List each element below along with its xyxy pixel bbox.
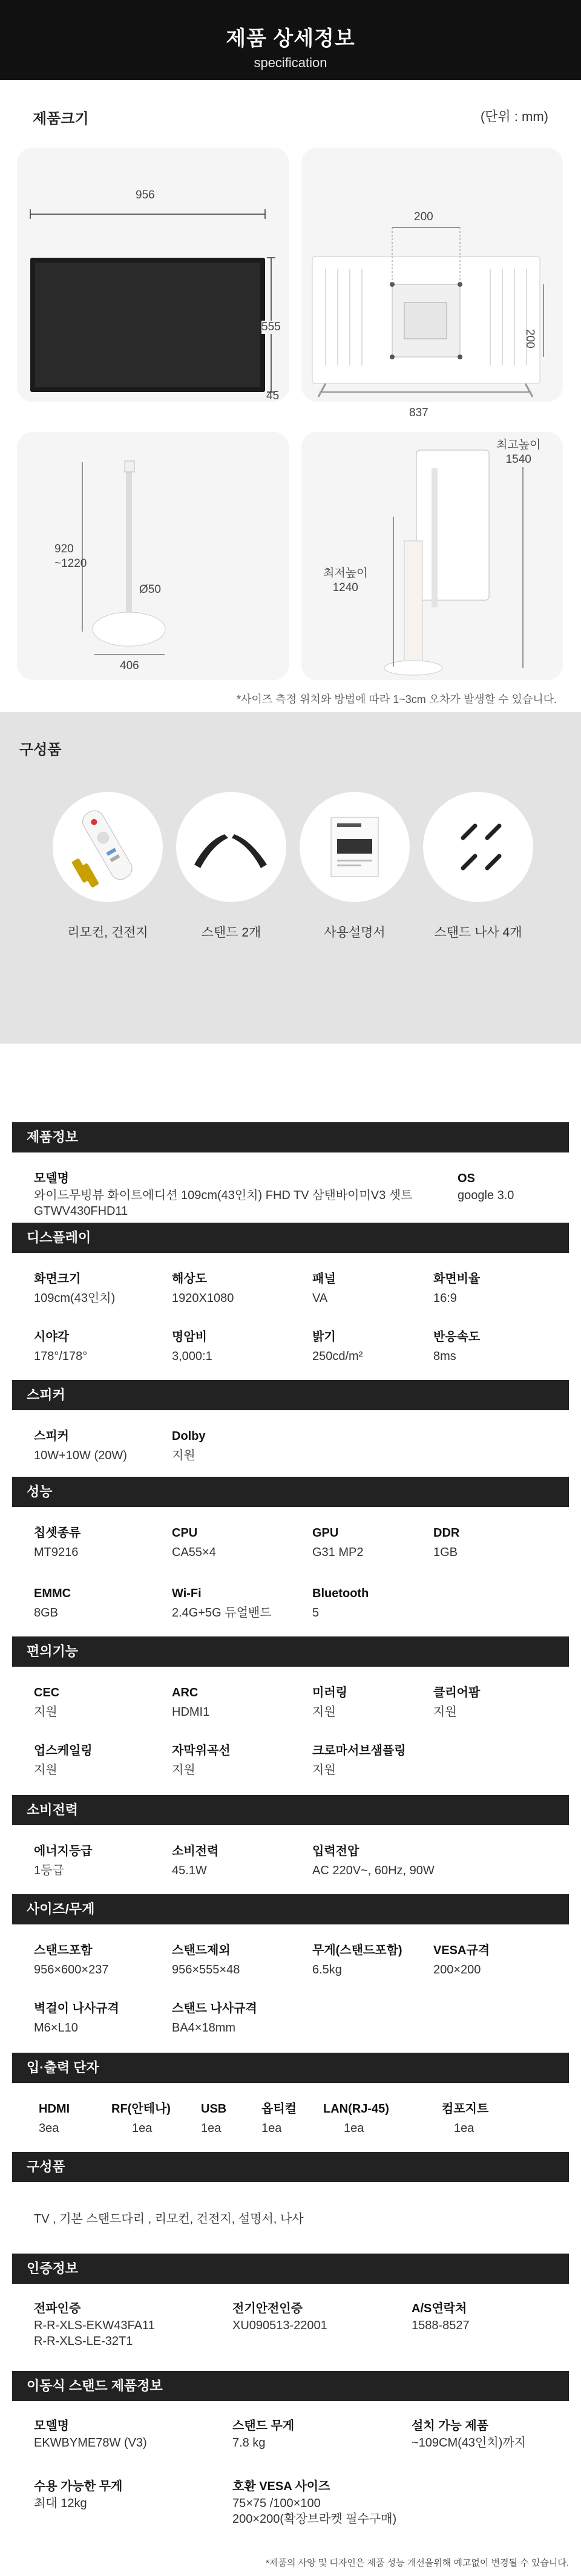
spec-model: 모델명 와이드무빙뷰 화이트에디션 109cm(43인치) FHD TV 삼탠바이미V3 셋트 GTWV430FHD11 xyxy=(34,1172,413,1218)
section-power-body xyxy=(12,1825,569,1894)
spec-chroma: 크로마서브샘플링 지원 xyxy=(312,1744,406,1777)
spec-installable: 설치 가능 제품 ~109CM(43인치)까지 xyxy=(412,2419,526,2450)
section-cert-body xyxy=(12,2284,569,2371)
spec-max-load: 수용 가능한 무게 최대 12kg xyxy=(34,2480,123,2510)
spec-screen-size: 화면크기 109cm(43인치) xyxy=(34,1272,116,1305)
spec-optical: 옵티컬 1ea xyxy=(261,2102,297,2135)
spec-cpu: CPU CA55×4 xyxy=(172,1526,216,1559)
component-label: 스탠드 2개 xyxy=(201,926,261,940)
spec-aspect: 화면비율 16:9 xyxy=(433,1272,481,1305)
max-height-label: 최고높이 1540 xyxy=(496,439,541,466)
section-display-title: 디스플레이 xyxy=(12,1223,569,1253)
section-convenience-title: 편의기능 xyxy=(12,1636,569,1667)
component-label: 사용설명서 xyxy=(324,926,386,940)
section-cert-title: 인증정보 xyxy=(12,2254,569,2284)
stand-icon xyxy=(176,792,286,902)
page-header xyxy=(0,0,581,80)
contents-text: TV , 기본 스탠드다리 , 리모컨, 건전지, 설명서, 나사 xyxy=(34,2212,304,2226)
stand-side-panel xyxy=(17,432,289,680)
stand-height-label: 920 ~1220 xyxy=(54,543,87,570)
remote-icon xyxy=(53,792,163,902)
tv-front-drawing xyxy=(17,148,289,402)
spec-arc: ARC HDMI1 xyxy=(172,1686,210,1719)
size-section xyxy=(0,80,581,712)
back-vesa-w-label: 200 xyxy=(414,211,433,223)
screws-icon xyxy=(423,792,533,902)
component-screws xyxy=(418,792,539,941)
spec-response: 반응속도 8ms xyxy=(433,1330,481,1363)
components-title: 구성품 xyxy=(19,742,62,758)
back-width-label: 837 xyxy=(409,407,428,419)
front-height-label: 555 xyxy=(261,321,281,333)
spec-speaker: 스피커 10W+10W (20W) xyxy=(34,1430,127,1462)
spec-weight: 무게(스탠드포함) 6.5kg xyxy=(312,1944,402,1976)
component-stand xyxy=(171,792,292,941)
spec-mirroring: 미러링 지원 xyxy=(312,1686,347,1719)
section-io-title: 입·출력 단자 xyxy=(12,2053,569,2083)
section-movestand-title: 이동식 스탠드 제품정보 xyxy=(12,2371,569,2401)
tv-back-drawing xyxy=(301,148,563,402)
spec-composite: 컴포지트 1ea xyxy=(442,2102,489,2135)
spec-cec: CEC 지원 xyxy=(34,1686,60,1719)
foot-height-label: 45 xyxy=(266,390,280,402)
pole-diameter-label: Ø50 xyxy=(139,583,161,596)
spec-electric-cert: 전기안전인증 XU090513-22001 xyxy=(232,2302,327,2332)
size-heading: 제품크기 xyxy=(33,111,89,127)
section-movestand-body xyxy=(12,2401,569,2550)
spec-panel: 패널 VA xyxy=(312,1272,336,1305)
tv-front-panel xyxy=(17,148,289,402)
spec-vesa: VESA규격 200×200 xyxy=(433,1944,490,1976)
section-io-body xyxy=(12,2083,569,2152)
spec-os: OS google 3.0 xyxy=(458,1172,514,1202)
spec-tables xyxy=(0,1044,581,2550)
spec-with-stand: 스탠드포함 956×600×237 xyxy=(34,1944,109,1976)
section-sizeweight-title: 사이즈/무게 xyxy=(12,1894,569,1924)
page-subtitle: specification xyxy=(254,55,327,70)
spec-radio-cert: 전파인증 R-R-XLS-EKW43FA11 R-R-XLS-LE-32T1 xyxy=(34,2302,155,2348)
base-width-label: 406 xyxy=(120,659,139,672)
front-width-label: 956 xyxy=(136,189,155,201)
spec-dolby: Dolby 지원 xyxy=(172,1430,206,1462)
section-performance-body xyxy=(12,1507,569,1636)
min-height-label: 최저높이 1240 xyxy=(323,567,368,594)
manual-icon xyxy=(300,792,410,902)
section-speaker-title: 스피커 xyxy=(12,1380,569,1410)
components-section xyxy=(0,712,581,1044)
section-product-body xyxy=(12,1152,569,1223)
section-product-title: 제품정보 xyxy=(12,1122,569,1152)
spec-gpu: GPU G31 MP2 xyxy=(312,1526,364,1559)
section-sizeweight-body xyxy=(12,1924,569,2053)
spec-compatible-vesa: 호환 VESA 사이즈 75×75 /100×100 200×200(확장브라켓 필수구매) xyxy=(232,2480,397,2526)
spec-bluetooth: Bluetooth 5 xyxy=(312,1587,369,1620)
tv-back-panel xyxy=(301,148,563,402)
spec-energy-grade: 에너지등급 1등급 xyxy=(34,1845,93,1877)
component-remote xyxy=(47,792,168,941)
spec-ddr: DDR 1GB xyxy=(433,1526,460,1559)
stand-rotation-panel xyxy=(301,432,563,680)
section-contents-body xyxy=(12,2182,569,2254)
section-convenience-body xyxy=(12,1667,569,1795)
component-label: 스탠드 나사 4개 xyxy=(434,926,522,940)
component-label: 리모컨, 건전지 xyxy=(67,926,148,940)
spec-subtitle-curve: 자막위곡선 지원 xyxy=(172,1744,231,1777)
spec-lan: LAN(RJ-45) 1ea xyxy=(323,2102,389,2135)
section-power-title: 소비전력 xyxy=(12,1795,569,1825)
spec-usb: USB 1ea xyxy=(201,2102,227,2135)
spec-as-contact: A/S연락처 1588-8527 xyxy=(412,2302,470,2332)
spec-without-stand: 스탠드제외 956×555×48 xyxy=(172,1944,240,1976)
spec-stand-screw: 스탠드 나사규격 BA4×18mm xyxy=(172,2002,257,2035)
size-note: *사이즈 측정 위치와 방법에 따라 1~3cm 오차가 발생할 수 있습니다. xyxy=(237,693,557,705)
component-manual xyxy=(294,792,415,941)
section-contents-title: 구성품 xyxy=(12,2152,569,2182)
spec-input-voltage: 입력전압 AC 220V~, 60Hz, 90W xyxy=(312,1845,435,1877)
spec-emmc: EMMC 8GB xyxy=(34,1587,71,1620)
section-speaker-body xyxy=(12,1410,569,1477)
footnote: *제품의 사양 및 디자인은 제품 성능 개선을위해 예고없이 변경될 수 있습니다. xyxy=(266,2558,569,2568)
spec-viewing-angle: 시야각 178°/178° xyxy=(34,1330,88,1363)
spec-resolution: 해상도 1920X1080 xyxy=(172,1272,234,1305)
size-unit: (단위 : mm) xyxy=(480,109,548,124)
back-vesa-h-label: 200 xyxy=(524,329,536,348)
spec-clearpalm: 클리어팜 지원 xyxy=(433,1686,481,1719)
section-performance-title: 성능 xyxy=(12,1477,569,1507)
spec-stand-model: 모델명 EKWBYME78W (V3) xyxy=(34,2419,147,2450)
spec-rf: RF(안테나) 1ea xyxy=(111,2102,171,2135)
spec-stand-weight: 스탠드 무게 7.8 kg xyxy=(232,2419,295,2450)
spec-wall-screw: 벽걸이 나사규격 M6×L10 xyxy=(34,2002,119,2035)
spec-contrast: 명암비 3,000:1 xyxy=(172,1330,212,1363)
spec-consumption: 소비전력 45.1W xyxy=(172,1845,219,1877)
spec-brightness: 밝기 250cd/m² xyxy=(312,1330,363,1363)
spec-hdmi: HDMI 3ea xyxy=(39,2102,70,2135)
spec-upscaling: 업스케일링 지원 xyxy=(34,1744,93,1777)
spec-wifi: Wi-Fi 2.4G+5G 듀얼밴드 xyxy=(172,1587,272,1620)
page-title: 제품 상세정보 xyxy=(226,27,355,50)
stand-rotation-drawing xyxy=(301,432,563,680)
spec-chipset: 칩셋종류 MT9216 xyxy=(34,1526,81,1559)
section-display-body xyxy=(12,1253,569,1380)
